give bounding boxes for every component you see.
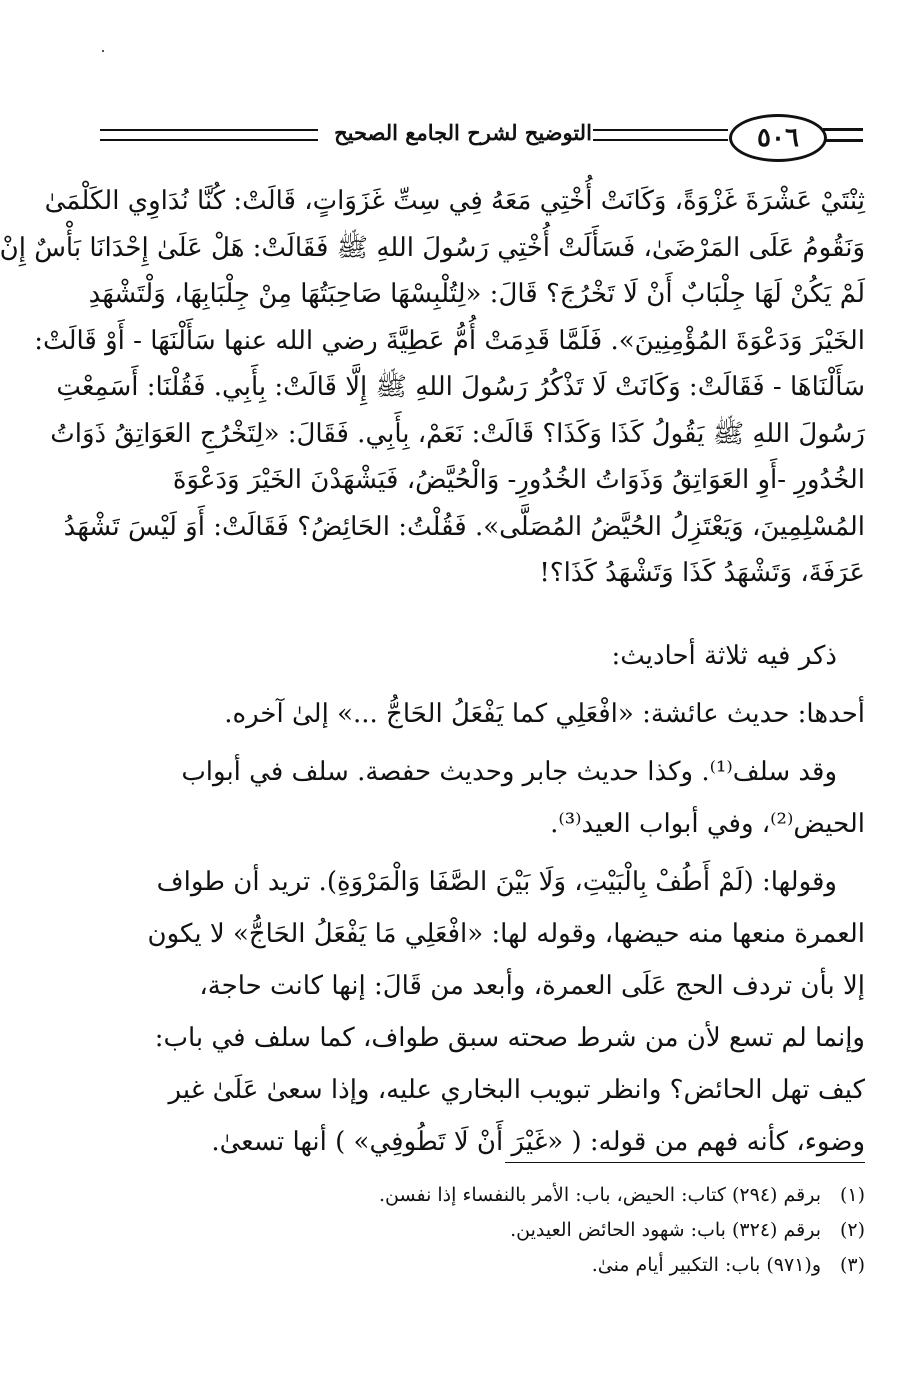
header-rule [823, 128, 863, 142]
text-line: وإنما لم تسع لأن من شرط صحته سبق طواف، كما سلف في باب: [154, 1023, 865, 1053]
text-line: الخُدُورِ -أَوِ العَوَاتِقُ وَذَوَاتُ الخُدُورِ- وَالْحُيَّضُ، فَيَشْهَدْنَ الخَيْرَ وَدَعْوَةَ [172, 465, 865, 495]
text-line: سَأَلْنَاهَا - فَقَالَتْ: وَكَانَتْ لَا تَذْكُرُ رَسُولَ اللهِ ﷺ إِلَّا قَالَتْ: بِأَبِي. فَقُلْنَا: أَسَمِعْتِ [56, 372, 865, 402]
footnote [98, 1178, 865, 1213]
footnote [98, 1248, 865, 1283]
text-line: الحيض⁽²⁾، وفي أبواب العيد⁽³⁾. [550, 809, 865, 839]
commentary-intro: ذكر فيه ثلاثة أحاديث: [611, 641, 837, 671]
commentary-explanation [98, 856, 865, 1168]
text-line: كيف تهل الحائض؟ وانظر تبويب البخاري عليه، وإذا سعىٰ عَلَىٰ غير [168, 1075, 865, 1105]
footnote-number: (٣) [839, 1254, 865, 1276]
commentary [98, 630, 865, 1174]
text-line: وقولها: (لَمْ أَطُفْ بِالْبَيْتِ، وَلَا بَيْنَ الصَّفَا وَالْمَرْوَةِ). تريد أن طواف [156, 867, 837, 897]
text-line: عَرَفَةَ، وَتَشْهَدُ كَذَا وَتَشْهَدُ كَذَا؟! [539, 558, 865, 588]
footnote [98, 1213, 865, 1248]
commentary-first-hadith: أحدها: حديث عائشة: «افْعَلِي كما يَفْعَلُ الحَاجُّ ...» إلىٰ آخره. [224, 699, 865, 729]
text-line: العمرة منعها منه حيضها، وقوله لها: «افْعَلِي مَا يَفْعَلُ الحَاجُّ» لا يكون [147, 919, 865, 949]
header-rule [593, 129, 728, 141]
footnotes [98, 1178, 865, 1283]
hadith-text [0, 178, 865, 597]
scan-speck [102, 50, 104, 52]
footnote-separator [505, 1162, 865, 1163]
text-line: وقد سلف⁽¹⁾. وكذا حديث جابر وحديث حفصة. سلف في أبواب [181, 757, 837, 787]
footnote-text: و(٩٧١) باب: التكبير أيام منىٰ. [591, 1254, 821, 1276]
footnote-text: برقم (٢٩٤) كتاب: الحيض، باب: الأمر بالنفساء إذا نفسن. [379, 1184, 821, 1206]
text-line: وضوء، كأنه فهم من قوله: ( «غَيْرَ أَنْ لَا تَطُوفِي» ) أنها تسعىٰ. [211, 1127, 865, 1157]
commentary-cross-reference [98, 746, 865, 850]
page-number: ٥٠٦ [729, 114, 827, 162]
text-line: إلا بأن تردف الحج عَلَى العمرة، وأبعد من قَالَ: إنها كانت حاجة، [199, 971, 865, 1001]
running-title: التوضيح لشرح الجامع الصحيح [334, 120, 592, 145]
footnote-text: برقم (٣٢٤) باب: شهود الحائض العيدين. [510, 1219, 821, 1241]
page-header [100, 112, 863, 160]
text-line: الخَيْرَ وَدَعْوَةَ المُؤْمِنِينَ». فَلَمَّا قَدِمَتْ أُمُّ عَطِيَّةَ رضي الله عنها سَأَلْنَهَا - أَوْ قَالَتْ: [34, 325, 865, 356]
text-line: رَسُولَ اللهِ ﷺ يَقُولُ كَذَا وَكَذَا؟ قَالَتْ: نَعَمْ، بِأَبِي. فَقَالَ: «لِتَخْرُجِ العَوَاتِقُ ذَوَاتُ [50, 418, 865, 449]
text-line: ثِنْتَيْ عَشْرَةَ غَزْوَةً، وَكَانَتْ أُخْتِي مَعَهُ فِي سِتِّ غَزَوَاتٍ، قَالَتْ: كُنَّا نُدَاوِي الكَلْمَىٰ [44, 186, 865, 216]
footnote-number: (١) [839, 1184, 865, 1206]
text-line: وَنَقُومُ عَلَى المَرْضَىٰ، فَسَأَلَتْ أُخْتِي رَسُولَ اللهِ ﷺ فَقَالَتْ: هَلْ عَلَىٰ إِحْدَانَا بَأْسٌ إِنْ [0, 232, 865, 263]
header-rule [100, 129, 318, 141]
text-line: المُسْلِمِينَ، وَيَعْتَزِلُ الحُيَّضُ المُصَلَّى». فَقُلْتُ: الحَائِضُ؟ فَقَالَتْ: أَوَ لَيْسَ تَشْهَدُ [63, 511, 865, 542]
text-line: لَمْ يَكُنْ لَهَا جِلْبَابٌ أَنْ لَا تَخْرُجَ؟ قَالَ: «لِتُلْبِسْهَا صَاحِبَتُهَا مِنْ جِلْبَابِهَا، وَلْتَشْهَدِ [88, 279, 865, 309]
footnote-number: (٢) [839, 1219, 865, 1241]
